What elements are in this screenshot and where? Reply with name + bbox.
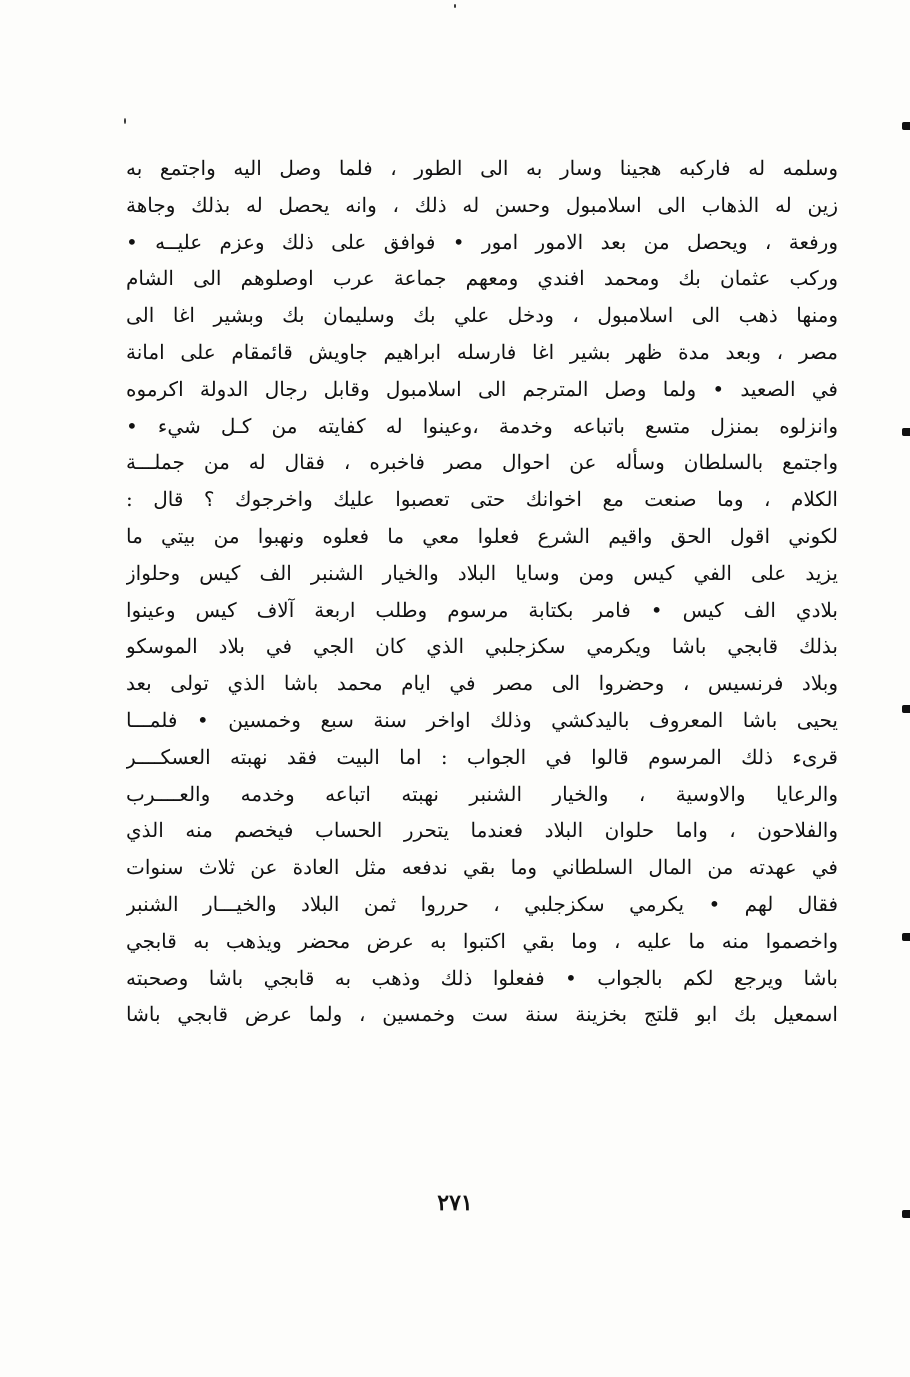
text-line-2: زين له الذهاب الى اسلامبول وحسن له ذلك ، وانه يحصل له بذلك وجاهة (126, 192, 838, 217)
text-line-12: يزيد على الفي كيس ومن وسايا البلاد والخيار الشنبر الف كيس وحلواز (126, 560, 838, 585)
scan-speck (124, 118, 126, 124)
text-line-11: لكوني اقول الحق واقيم الشرع فعلوا معي ما فعلوه ونهبوا من بيتي ما (126, 523, 838, 548)
scan-edge-mark (902, 122, 910, 130)
text-line-14: بذلك قابجي باشا ويكرمي سكزجلبي الذي كان الجي في بلاد الموسكو (126, 634, 838, 659)
text-line-8: وانزلوه بمنزل متسع باتباعه وخدمة ،وعينوا له كفايته من كـل شيء • (126, 413, 838, 438)
text-line-9: واجتمع بالسلطان وسأله عن احوال مصر فاخبره ، فقال له من جملـــة (126, 450, 838, 475)
text-line-1: وسلمه له فاركبه هجينا وسار به الى الطور ، فلما وصل اليه واجتمع به (126, 156, 838, 180)
text-line-5: ومنها ذهب الى اسلامبول ، ودخل علي بك وسليمان بك وبشير اغا الى (126, 303, 838, 328)
text-line-4: وركب عثمان بك ومحمد افندي ومعهم جماعة عرب اوصلوهم الى الشام (126, 266, 838, 291)
text-line-24: اسمعيل بك ابو قلتج بخزينة سنة ست وخمسين ، ولما عرض قابجي باشا (126, 1002, 838, 1027)
text-line-19: والفلاحون ، واما حلوان البلاد فعندما يتحرر الحساب فيخصم منه الذي (126, 818, 838, 843)
scan-edge-mark (902, 705, 910, 713)
text-line-21: فقال لهم • يكرمي سكزجلبي ، حرروا ثمن البلاد والخيـــار الشنبر (126, 891, 838, 916)
text-line-10: الكلام ، وما صنعت مع اخوانك حتى تعصبوا عليك واخرجوك ؟ قال : (126, 487, 838, 512)
text-line-16: يحيى باشا المعروف باليدكشي وذلك اواخر سنة سبع وخمسين • فلمـــا (126, 707, 838, 732)
text-line-15: وبلاد فرنسيس ، وحضروا الى مصر في ايام محمد باشا الذي تولى بعد (126, 671, 838, 696)
text-line-3: ورفعة ، ويحصل من بعد الامور امور • فوافق على ذلك وعزم عليــه • (126, 229, 838, 254)
scan-edge-mark (902, 933, 910, 941)
scan-edge-mark (902, 1210, 910, 1218)
text-line-6: مصر ، وبعد مدة ظهر بشير اغا فارسله ابراهيم جاويش قائمقام على امانة (126, 339, 838, 364)
scan-speck (454, 4, 456, 8)
body-text (126, 150, 838, 1033)
text-line-7: في الصعيد • ولما وصل المترجم الى اسلامبول وقابل رجال الدولة اكرموه (126, 376, 838, 401)
text-line-17: قرىء ذلك المرسوم قالوا في الجواب : اما البيت فقد نهبته العسكــــر (126, 744, 838, 769)
scan-edge-mark (902, 428, 910, 436)
text-line-18: والرعايا والاوسية ، والخيار الشنبر نهبته اتباعه وخدمه والعــــرب (126, 781, 838, 806)
text-line-13: بلادي الف كيس • فامر بكتابة مرسوم وطلب اربعة آلاف كيس وعينوا (126, 597, 838, 622)
text-line-23: باشا ويرجع لكم بالجواب • ففعلوا ذلك وذهب به قابجي باشا وصحبته (126, 965, 838, 990)
text-line-22: واخصموا منه ما عليه ، وما بقي اكتبوا به عرض محضر ويذهب به قابجي (126, 928, 838, 953)
text-line-20: في عهدته من المال السلطاني وما بقي ندفعه مثل العادة عن ثلاث سنوات (126, 855, 838, 880)
page-number: ٢٧١ (437, 1190, 473, 1216)
